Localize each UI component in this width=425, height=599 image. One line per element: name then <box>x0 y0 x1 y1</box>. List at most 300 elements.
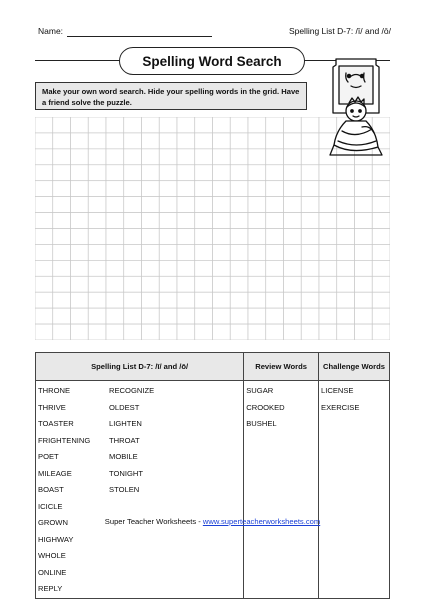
grid-cell[interactable] <box>248 292 266 308</box>
grid-cell[interactable] <box>195 165 213 181</box>
grid-cell[interactable] <box>142 292 160 308</box>
grid-cell[interactable] <box>301 149 319 165</box>
grid-cell[interactable] <box>195 260 213 276</box>
grid-cell[interactable] <box>372 276 390 292</box>
grid-cell[interactable] <box>319 292 337 308</box>
review-words-header: Review Words <box>244 353 319 381</box>
grid-cell[interactable] <box>195 244 213 260</box>
word-column <box>109 383 180 499</box>
grid-cell[interactable] <box>88 276 106 292</box>
word-item: POET <box>38 452 59 461</box>
grid-cell[interactable] <box>230 181 248 197</box>
grid-cell[interactable] <box>53 229 71 245</box>
grid-cell[interactable] <box>284 308 302 324</box>
grid-cell[interactable] <box>195 276 213 292</box>
grid-cell[interactable] <box>266 117 284 133</box>
grid-cell[interactable] <box>53 213 71 229</box>
grid-cell[interactable] <box>159 165 177 181</box>
grid-cell[interactable] <box>195 229 213 245</box>
word-item: ICICLE <box>38 501 63 511</box>
grid-cell[interactable] <box>248 149 266 165</box>
grid-cell[interactable] <box>355 292 373 308</box>
grid-cell[interactable] <box>142 213 160 229</box>
grid-cell[interactable] <box>88 260 106 276</box>
grid-cell[interactable] <box>71 149 89 165</box>
grid-cell[interactable] <box>177 197 195 213</box>
grid-cell[interactable] <box>71 276 89 292</box>
grid-cell[interactable] <box>159 308 177 324</box>
grid-cell[interactable] <box>337 229 355 245</box>
grid-cell[interactable] <box>106 292 124 308</box>
word-item: OLDEST <box>109 402 140 412</box>
grid-cell[interactable] <box>35 308 53 324</box>
grid-cell[interactable] <box>106 229 124 245</box>
grid-cell[interactable] <box>35 117 53 133</box>
grid-cell[interactable] <box>266 213 284 229</box>
grid-cell[interactable] <box>355 197 373 213</box>
grid-cell[interactable] <box>230 213 248 229</box>
grid-cell[interactable] <box>372 292 390 308</box>
grid-cell[interactable] <box>284 276 302 292</box>
grid-cell[interactable] <box>284 133 302 149</box>
word-item: TOASTER <box>38 419 74 428</box>
grid-cell[interactable] <box>88 165 106 181</box>
grid-cell[interactable] <box>88 229 106 245</box>
grid-cell[interactable] <box>106 260 124 276</box>
grid-cell[interactable] <box>106 181 124 197</box>
grid-cell[interactable] <box>337 292 355 308</box>
grid-cell[interactable] <box>106 117 124 133</box>
grid-cell[interactable] <box>248 181 266 197</box>
grid-cell[interactable] <box>35 181 53 197</box>
word-item: TONIGHT <box>109 468 144 478</box>
grid-cell[interactable] <box>266 260 284 276</box>
grid-cell[interactable] <box>177 181 195 197</box>
grid-cell[interactable] <box>284 213 302 229</box>
grid-cell[interactable] <box>71 181 89 197</box>
grid-cell[interactable] <box>71 308 89 324</box>
grid-cell[interactable] <box>106 197 124 213</box>
princess-mirror-icon <box>322 55 390 163</box>
grid-cell[interactable] <box>142 308 160 324</box>
word-item: CROOKED <box>246 402 285 412</box>
grid-cell[interactable] <box>248 308 266 324</box>
grid-cell[interactable] <box>53 165 71 181</box>
grid-cell[interactable] <box>35 244 53 260</box>
word-list-table <box>35 352 390 599</box>
grid-cell[interactable] <box>319 213 337 229</box>
grid-cell[interactable] <box>195 292 213 308</box>
grid-cell[interactable] <box>71 244 89 260</box>
grid-cell[interactable] <box>124 117 142 133</box>
grid-cell[interactable] <box>195 117 213 133</box>
grid-cell[interactable] <box>88 292 106 308</box>
word-item: STOLEN <box>109 485 140 494</box>
grid-cell[interactable] <box>177 324 195 340</box>
grid-cell[interactable] <box>177 292 195 308</box>
grid-cell[interactable] <box>142 324 160 340</box>
grid-cell[interactable] <box>372 244 390 260</box>
grid-cell[interactable] <box>124 324 142 340</box>
grid-cell[interactable] <box>53 276 71 292</box>
grid-cell[interactable] <box>319 197 337 213</box>
grid-cell[interactable] <box>266 244 284 260</box>
grid-cell[interactable] <box>142 133 160 149</box>
grid-cell[interactable] <box>213 213 231 229</box>
grid-cell[interactable] <box>266 149 284 165</box>
grid-cell[interactable] <box>142 149 160 165</box>
grid-cell[interactable] <box>355 324 373 340</box>
grid-cell[interactable] <box>195 197 213 213</box>
grid-cell[interactable] <box>53 308 71 324</box>
grid-cell[interactable] <box>355 213 373 229</box>
grid-cell[interactable] <box>142 260 160 276</box>
challenge-words-cell <box>319 381 390 599</box>
grid-cell[interactable] <box>195 149 213 165</box>
word-item: EXERCISE <box>321 402 360 412</box>
grid-cell[interactable] <box>337 213 355 229</box>
grid-cell[interactable] <box>266 197 284 213</box>
grid-cell[interactable] <box>284 260 302 276</box>
grid-cell[interactable] <box>301 133 319 149</box>
grid-cell[interactable] <box>106 308 124 324</box>
grid-cell[interactable] <box>213 260 231 276</box>
grid-cell[interactable] <box>372 181 390 197</box>
grid-cell[interactable] <box>53 149 71 165</box>
grid-cell[interactable] <box>230 324 248 340</box>
name-line[interactable] <box>67 36 212 37</box>
grid-cell[interactable] <box>53 117 71 133</box>
grid-cell[interactable] <box>124 149 142 165</box>
grid-cell[interactable] <box>124 260 142 276</box>
grid-cell[interactable] <box>71 197 89 213</box>
grid-cell[interactable] <box>230 229 248 245</box>
grid-cell[interactable] <box>71 324 89 340</box>
grid-cell[interactable] <box>355 229 373 245</box>
grid-cell[interactable] <box>213 276 231 292</box>
grid-cell[interactable] <box>372 229 390 245</box>
grid-cell[interactable] <box>319 324 337 340</box>
challenge-words-header: Challenge Words <box>319 353 390 381</box>
grid-cell[interactable] <box>177 244 195 260</box>
grid-cell[interactable] <box>301 229 319 245</box>
grid-cell[interactable] <box>301 213 319 229</box>
grid-cell[interactable] <box>266 229 284 245</box>
grid-cell[interactable] <box>230 165 248 181</box>
grid-cell[interactable] <box>177 276 195 292</box>
grid-cell[interactable] <box>53 260 71 276</box>
grid-cell[interactable] <box>71 292 89 308</box>
grid-cell[interactable] <box>159 149 177 165</box>
grid-cell[interactable] <box>284 244 302 260</box>
grid-cell[interactable] <box>106 244 124 260</box>
page-title: Spelling Word Search <box>119 47 305 75</box>
grid-cell[interactable] <box>284 165 302 181</box>
grid-cell[interactable] <box>35 197 53 213</box>
grid-cell[interactable] <box>230 276 248 292</box>
grid-cell[interactable] <box>337 181 355 197</box>
grid-cell[interactable] <box>248 276 266 292</box>
grid-cell[interactable] <box>124 229 142 245</box>
grid-cell[interactable] <box>159 292 177 308</box>
grid-cell[interactable] <box>53 181 71 197</box>
grid-cell[interactable] <box>337 165 355 181</box>
grid-cell[interactable] <box>159 213 177 229</box>
grid-cell[interactable] <box>88 213 106 229</box>
grid-cell[interactable] <box>124 244 142 260</box>
grid-cell[interactable] <box>142 181 160 197</box>
grid-cell[interactable] <box>177 117 195 133</box>
grid-cell[interactable] <box>195 213 213 229</box>
grid-cell[interactable] <box>71 117 89 133</box>
grid-cell[interactable] <box>230 149 248 165</box>
grid-cell[interactable] <box>106 213 124 229</box>
grid-cell[interactable] <box>71 213 89 229</box>
grid-cell[interactable] <box>355 181 373 197</box>
grid-cell[interactable] <box>71 229 89 245</box>
grid-cell[interactable] <box>177 260 195 276</box>
grid-cell[interactable] <box>230 260 248 276</box>
grid-cell[interactable] <box>53 324 71 340</box>
grid-cell[interactable] <box>159 324 177 340</box>
grid-cell[interactable] <box>213 181 231 197</box>
grid-cell[interactable] <box>337 197 355 213</box>
grid-cell[interactable] <box>355 276 373 292</box>
grid-cell[interactable] <box>159 229 177 245</box>
grid-cell[interactable] <box>35 260 53 276</box>
grid-cell[interactable] <box>142 117 160 133</box>
grid-cell[interactable] <box>35 213 53 229</box>
grid-cell[interactable] <box>248 324 266 340</box>
grid-cell[interactable] <box>284 181 302 197</box>
grid-cell[interactable] <box>35 229 53 245</box>
grid-cell[interactable] <box>88 244 106 260</box>
grid-cell[interactable] <box>213 324 231 340</box>
grid-cell[interactable] <box>177 229 195 245</box>
grid-cell[interactable] <box>372 197 390 213</box>
grid-cell[interactable] <box>177 133 195 149</box>
grid-cell[interactable] <box>266 308 284 324</box>
grid-cell[interactable] <box>248 213 266 229</box>
grid-cell[interactable] <box>372 260 390 276</box>
grid-cell[interactable] <box>301 165 319 181</box>
grid-cell[interactable] <box>159 117 177 133</box>
grid-cell[interactable] <box>142 276 160 292</box>
grid-cell[interactable] <box>195 181 213 197</box>
grid-cell[interactable] <box>266 133 284 149</box>
word-item: REPLY <box>38 584 63 593</box>
grid-cell[interactable] <box>124 133 142 149</box>
grid-cell[interactable] <box>35 133 53 149</box>
grid-cell[interactable] <box>248 229 266 245</box>
grid-cell[interactable] <box>159 133 177 149</box>
grid-cell[interactable] <box>372 324 390 340</box>
grid-cell[interactable] <box>319 229 337 245</box>
grid-cell[interactable] <box>195 308 213 324</box>
grid-cell[interactable] <box>284 149 302 165</box>
grid-cell[interactable] <box>337 308 355 324</box>
grid-cell[interactable] <box>195 133 213 149</box>
grid-cell[interactable] <box>88 324 106 340</box>
word-column <box>38 499 102 598</box>
footer-link[interactable]: www.superteacherworksheets.com <box>202 517 321 526</box>
grid-cell[interactable] <box>159 244 177 260</box>
grid-cell[interactable] <box>106 276 124 292</box>
grid-cell[interactable] <box>266 165 284 181</box>
grid-cell[interactable] <box>53 292 71 308</box>
grid-cell[interactable] <box>355 165 373 181</box>
grid-cell[interactable] <box>337 324 355 340</box>
grid-cell[interactable] <box>159 260 177 276</box>
grid-cell[interactable] <box>53 197 71 213</box>
grid-cell[interactable] <box>248 197 266 213</box>
grid-cell[interactable] <box>88 117 106 133</box>
grid-cell[interactable] <box>301 117 319 133</box>
grid-cell[interactable] <box>88 133 106 149</box>
spelling-words-cell <box>36 381 244 599</box>
grid-cell[interactable] <box>53 244 71 260</box>
grid-cell[interactable] <box>195 324 213 340</box>
grid-cell[interactable] <box>106 133 124 149</box>
grid-cell[interactable] <box>35 276 53 292</box>
grid-cell[interactable] <box>301 244 319 260</box>
grid-cell[interactable] <box>213 149 231 165</box>
grid-cell[interactable] <box>319 165 337 181</box>
grid-cell[interactable] <box>230 133 248 149</box>
grid-cell[interactable] <box>142 244 160 260</box>
grid-cell[interactable] <box>213 244 231 260</box>
grid-cell[interactable] <box>372 308 390 324</box>
grid-cell[interactable] <box>124 165 142 181</box>
grid-cell[interactable] <box>106 324 124 340</box>
grid-cell[interactable] <box>319 276 337 292</box>
grid-cell[interactable] <box>35 165 53 181</box>
word-item: SUGAR <box>246 386 274 395</box>
grid-cell[interactable] <box>319 181 337 197</box>
grid-cell[interactable] <box>88 181 106 197</box>
grid-cell[interactable] <box>71 133 89 149</box>
word-item: THRONE <box>38 386 71 395</box>
grid-cell[interactable] <box>301 292 319 308</box>
grid-cell[interactable] <box>266 324 284 340</box>
grid-cell[interactable] <box>124 292 142 308</box>
grid-cell[interactable] <box>124 276 142 292</box>
footer <box>0 517 425 526</box>
grid-cell[interactable] <box>248 133 266 149</box>
grid-cell[interactable] <box>248 260 266 276</box>
grid-cell[interactable] <box>319 260 337 276</box>
grid-cell[interactable] <box>319 244 337 260</box>
grid-cell[interactable] <box>372 165 390 181</box>
grid-cell[interactable] <box>159 276 177 292</box>
grid-cell[interactable] <box>213 308 231 324</box>
grid-cell[interactable] <box>88 149 106 165</box>
grid-cell[interactable] <box>71 165 89 181</box>
grid-cell[interactable] <box>301 276 319 292</box>
grid-cell[interactable] <box>159 197 177 213</box>
grid-cell[interactable] <box>266 292 284 308</box>
grid-cell[interactable] <box>355 308 373 324</box>
grid-cell[interactable] <box>213 133 231 149</box>
grid-cell[interactable] <box>372 213 390 229</box>
grid-cell[interactable] <box>177 213 195 229</box>
grid-cell[interactable] <box>319 308 337 324</box>
grid-cell[interactable] <box>159 181 177 197</box>
grid-cell[interactable] <box>355 244 373 260</box>
grid-cell[interactable] <box>230 117 248 133</box>
footer-text: Super Teacher Worksheets - <box>104 517 203 526</box>
grid-cell[interactable] <box>337 244 355 260</box>
grid-cell[interactable] <box>266 181 284 197</box>
grid-cell[interactable] <box>124 181 142 197</box>
grid-cell[interactable] <box>213 165 231 181</box>
word-item: GROWN <box>38 518 68 527</box>
grid-cell[interactable] <box>88 197 106 213</box>
instructions-box: Make your own word search. Hide your spelling words in the grid. Have a friend solve the puzzle. <box>35 82 307 110</box>
grid-cell[interactable] <box>213 117 231 133</box>
word-item: FRIGHTENING <box>38 435 91 445</box>
grid-cell[interactable] <box>284 324 302 340</box>
word-column <box>38 383 109 499</box>
grid-cell[interactable] <box>266 276 284 292</box>
grid-cell[interactable] <box>337 276 355 292</box>
grid-cell[interactable] <box>177 165 195 181</box>
word-item: MOBILE <box>109 452 138 461</box>
grid-cell[interactable] <box>35 149 53 165</box>
grid-cell[interactable] <box>284 117 302 133</box>
name-label: Name: <box>38 26 64 36</box>
grid-cell[interactable] <box>337 260 355 276</box>
grid-cell[interactable] <box>284 292 302 308</box>
grid-cell[interactable] <box>248 244 266 260</box>
grid-cell[interactable] <box>355 260 373 276</box>
grid-cell[interactable] <box>213 292 231 308</box>
grid-cell[interactable] <box>142 165 160 181</box>
grid-cell[interactable] <box>230 292 248 308</box>
word-item: ONLINE <box>38 567 67 577</box>
grid-cell[interactable] <box>88 308 106 324</box>
grid-cell[interactable] <box>35 324 53 340</box>
grid-cell[interactable] <box>230 197 248 213</box>
grid-cell[interactable] <box>213 197 231 213</box>
grid-cell[interactable] <box>177 149 195 165</box>
grid-cell[interactable] <box>124 213 142 229</box>
grid-cell[interactable] <box>230 244 248 260</box>
grid-cell[interactable] <box>71 260 89 276</box>
grid-cell[interactable] <box>301 260 319 276</box>
grid-cell[interactable] <box>106 149 124 165</box>
grid-cell[interactable] <box>284 197 302 213</box>
grid-cell[interactable] <box>284 229 302 245</box>
grid-cell[interactable] <box>177 308 195 324</box>
grid-cell[interactable] <box>301 197 319 213</box>
grid-cell[interactable] <box>106 165 124 181</box>
grid-cell[interactable] <box>301 181 319 197</box>
grid-cell[interactable] <box>124 308 142 324</box>
grid-cell[interactable] <box>230 308 248 324</box>
grid-cell[interactable] <box>248 165 266 181</box>
grid-cell[interactable] <box>35 292 53 308</box>
grid-cell[interactable] <box>124 197 142 213</box>
grid-cell[interactable] <box>301 324 319 340</box>
grid-cell[interactable] <box>301 308 319 324</box>
grid-cell[interactable] <box>53 133 71 149</box>
grid-cell[interactable] <box>142 197 160 213</box>
grid-cell[interactable] <box>142 229 160 245</box>
grid-cell[interactable] <box>213 229 231 245</box>
grid-cell[interactable] <box>248 117 266 133</box>
word-item: BUSHEL <box>246 419 277 428</box>
